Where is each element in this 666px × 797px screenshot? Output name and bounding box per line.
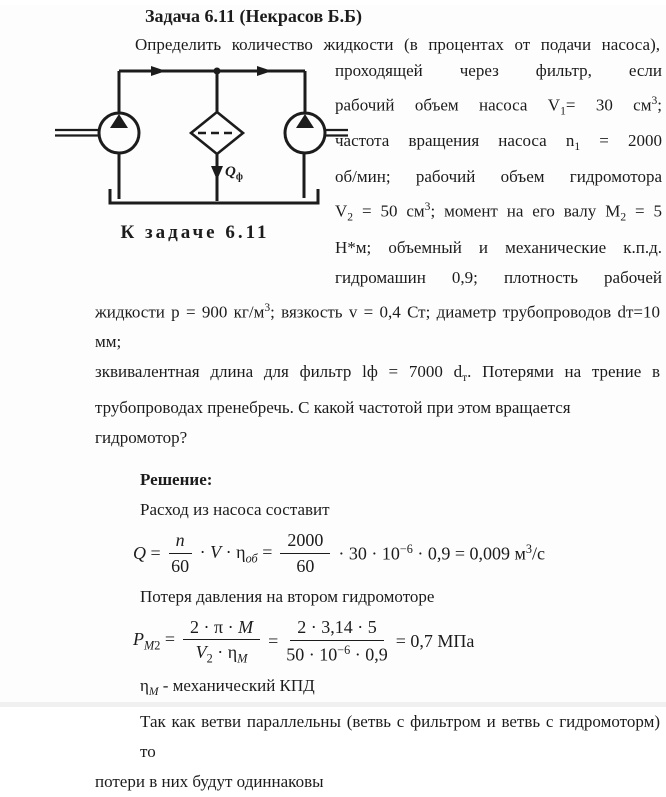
pump-left-triangle-icon bbox=[110, 114, 128, 128]
fraction: $\frac{2000}{60}$ bbox=[280, 530, 330, 576]
figure-caption: К задаче 6.11 bbox=[120, 222, 270, 243]
figure-and-text-row bbox=[55, 60, 666, 293]
problem-text-right-column bbox=[335, 56, 662, 293]
problem-text-line: рабочий объем насоса $V_1= 30$ $см^3$; bbox=[335, 94, 662, 118]
closing-line-2: потери в них будут одиннаковы bbox=[95, 771, 324, 791]
problem-intro-line: Определить количество жидкости (в процентах от подачи насоса), bbox=[135, 35, 660, 54]
pressure-intro-line: Потеря давления на втором гидромоторе bbox=[140, 586, 435, 606]
problem-text-line: жидкости р = 900 $кг/м^3$; вязкость v = 0,4 Ст; диаметр трубопроводов dт=10 мм; bbox=[95, 300, 661, 352]
scan-edge-shadow bbox=[0, 702, 666, 707]
pipe-lines bbox=[55, 71, 348, 203]
closing-paragraph bbox=[95, 707, 660, 797]
formula-tail: = 0,7 МПа bbox=[395, 630, 475, 651]
problem-text-line: трубопроводах пренебречь. С какой частотой при этом вращается гидромотор? bbox=[95, 398, 571, 448]
junction-dot bbox=[214, 68, 221, 75]
fraction: $\frac{n}{60}$ bbox=[169, 530, 192, 576]
eta-note-line: $\eta_M$ - механический КПД bbox=[140, 675, 315, 698]
pump-right-triangle-icon bbox=[296, 114, 314, 128]
flow-arrow-left-icon bbox=[151, 66, 166, 76]
solution-section bbox=[95, 465, 660, 796]
pressure-formula bbox=[133, 617, 660, 666]
hydraulic-circuit-figure bbox=[55, 60, 335, 245]
page-title: Задача 6.11 (Некрасов Б.Б) bbox=[145, 6, 362, 26]
hydraulic-circuit-diagram bbox=[55, 62, 348, 212]
formula-tail: · $30 \cdot 10^{-6} \cdot 0,9 = 0,009$ $м^3/с$ bbox=[338, 542, 546, 564]
formula-lhs: $P_{M2}$ = bbox=[133, 629, 175, 653]
problem-text-line: Н*м; объемный и механические к.п.д. bbox=[335, 237, 662, 257]
problem-text-line: $V_2 = 50$ $см^3$; момент на его валу $M_2 = 5$ bbox=[335, 200, 662, 224]
flow-rate-intro-line: Расход из насоса составит bbox=[140, 500, 330, 520]
filter-flow-arrow-icon bbox=[211, 166, 223, 180]
flow-arrow-right-icon bbox=[257, 66, 272, 76]
problem-text-line: гидромашин 0,9; плотность рабочей bbox=[335, 267, 662, 287]
problem-text-line: зквивалентная длина для фильтр lф = 7000 $d_т$. Потерями на трение в bbox=[95, 362, 661, 385]
scanned-document-page bbox=[0, 5, 666, 791]
problem-text-line: проходящей через фильтр, если bbox=[335, 61, 662, 80]
arrows-and-markers bbox=[110, 66, 314, 180]
formula-mid: · $V \cdot \eta_{об}$ = bbox=[199, 541, 273, 565]
tank-symbol bbox=[110, 189, 318, 203]
closing-line-1: Так как ветви параллельны (ветвь с фильтром и ветвь с гидромоторм) то bbox=[140, 711, 660, 761]
fraction: $\frac{2 \cdot 3,14 \cdot 5}{50 \cdot 10^{-6} \cdot 0,9}$ bbox=[286, 617, 388, 665]
formula-lhs: Q = bbox=[133, 543, 161, 563]
solution-heading: Решение: bbox=[140, 470, 213, 490]
fraction: $\frac{2 \cdot \pi \cdot M}{V_2 \cdot \eta_M}$ bbox=[183, 617, 260, 666]
problem-text-line: частота вращения насоса $n_1 = 2000$ bbox=[335, 131, 663, 154]
flow-rate-formula bbox=[133, 530, 660, 576]
problem-text-full-width bbox=[95, 293, 660, 453]
filter-flow-label: $Q_ф$ bbox=[225, 164, 243, 183]
problem-text-line: об/мин; рабочий объем гидромотора bbox=[335, 167, 662, 187]
formula-equals: = bbox=[268, 630, 279, 651]
